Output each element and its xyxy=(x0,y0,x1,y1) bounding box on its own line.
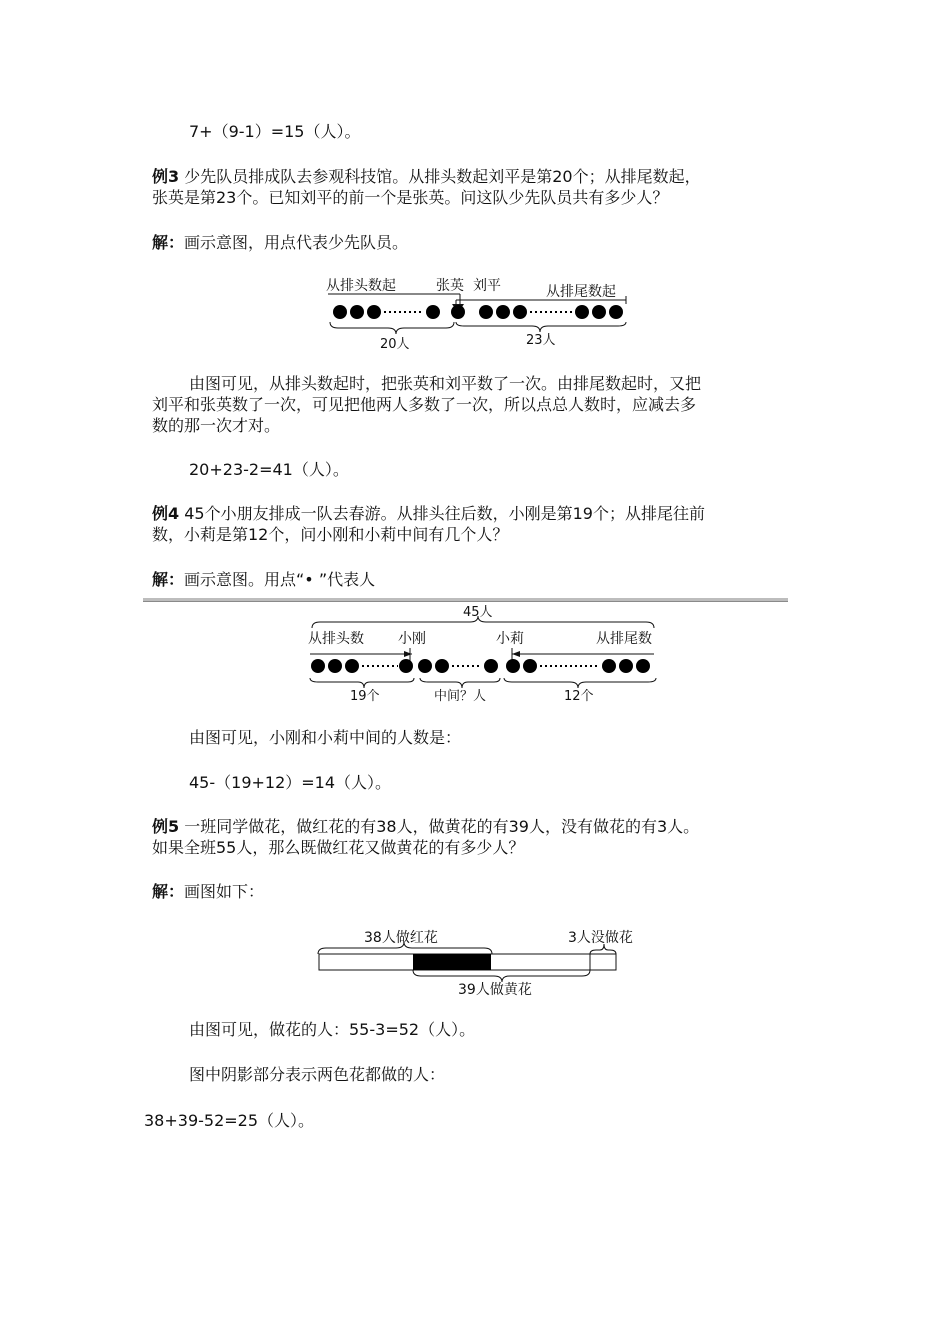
fig2-middle-brace xyxy=(420,678,500,688)
fig2-head-arrowhead xyxy=(404,651,412,657)
solution-4-text: 画示意图。用点“• ”代表人 xyxy=(184,570,376,589)
example-4-text-1: 45个小朋友排成一队去春游。从排头往后数，小刚是第19个；从排尾往前 xyxy=(184,504,705,523)
fig1-liu-label: 刘平 xyxy=(473,278,501,294)
fig3-yellow-brace xyxy=(413,970,590,982)
fig1-from-head-label: 从排头数起 xyxy=(326,278,396,294)
fig1-head-brace xyxy=(330,322,454,334)
fig3-overlap-shaded xyxy=(413,954,491,970)
fig1-zhang-label: 张英 xyxy=(436,278,464,294)
calc-line-5: 38+39-52=25（人）。 xyxy=(144,1111,315,1130)
example-3-line-1 xyxy=(152,166,701,188)
solution-tag: 解： xyxy=(152,233,185,252)
solution-5 xyxy=(152,881,264,903)
example-4-line-1 xyxy=(152,503,705,525)
solution-3-text: 画示意图，用点代表少先队员。 xyxy=(184,233,409,252)
example-3-tag: 例3 xyxy=(152,167,180,186)
fig2-xiaogang-label: 小刚 xyxy=(398,631,426,647)
figure-2-diagram xyxy=(300,602,666,706)
calc-line-4: 45-（19+12）=14（人）。 xyxy=(189,773,392,792)
fig1-count-tail: 23人 xyxy=(526,333,556,348)
fig2-middle-label: 中间？人 xyxy=(434,689,487,704)
fig3-red-label: 38人做红花 xyxy=(364,930,438,946)
example-4-text-2: 数，小莉是第12个，问小刚和小莉中间有几个人？ xyxy=(152,525,509,544)
example-4-tag: 例4 xyxy=(152,504,180,523)
solution-5-text: 画图如下： xyxy=(184,882,265,901)
fig2-tail-brace xyxy=(504,678,656,688)
explanation-5-text-2: 图中阴影部分表示两色花都做的人： xyxy=(189,1065,446,1084)
fig3-none-label: 3人没做花 xyxy=(568,930,633,946)
figure-1-diagram xyxy=(318,270,638,354)
fig1-count-head: 20人 xyxy=(380,337,410,352)
explanation-4-text: 由图可见，小刚和小莉中间的人数是： xyxy=(189,728,462,747)
fig2-count-head: 19个 xyxy=(350,689,380,704)
fig2-total-label: 45人 xyxy=(463,605,493,620)
explanation-3-text-2: 刘平和张英数了一次，可见把他两人多数了一次，所以点总人数时，应减去多 xyxy=(152,395,697,414)
fig1-from-tail-label: 从排尾数起 xyxy=(546,284,616,300)
fig2-count-tail: 12个 xyxy=(564,689,594,704)
solution-tag-5: 解： xyxy=(152,882,185,901)
fig1-tail-brace xyxy=(456,322,626,332)
example-5-line-1 xyxy=(152,816,699,838)
example-5-text-1: 一班同学做花，做红花的有38人，做黄花的有39人，没有做花的有3人。 xyxy=(184,817,700,836)
calc-line-3: 20+23-2=41（人）。 xyxy=(189,460,349,479)
example-5-text-2: 如果全班55人，那么既做红花又做黄花的有多少人？ xyxy=(152,838,525,857)
figure-3-diagram xyxy=(310,924,656,1000)
calc-line-1: 7+（9-1）=15（人）。 xyxy=(189,122,361,141)
solution-3 xyxy=(152,232,408,254)
explanation-5-text-1: 由图可见，做花的人：55-3=52（人）。 xyxy=(189,1020,476,1039)
example-5-tag: 例5 xyxy=(152,817,180,836)
fig1-dots xyxy=(333,305,623,319)
fig2-tail-arrowhead xyxy=(512,651,520,657)
solution-tag-4: 解： xyxy=(152,570,185,589)
solution-4 xyxy=(152,569,375,591)
fig3-yellow-label: 39人做黄花 xyxy=(458,982,532,998)
explanation-3-text-3: 数的那一次才对。 xyxy=(152,416,281,435)
fig2-dots xyxy=(311,659,650,673)
example-3-text-2: 张英是第23个。已知刘平的前一个是张英。问这队少先队员共有多少人？ xyxy=(152,188,669,207)
explanation-3-text-1: 由图可见，从排头数起时，把张英和刘平数了一次。由排尾数起时，又把 xyxy=(189,374,702,393)
fig2-from-tail-label: 从排尾数 xyxy=(596,631,652,647)
fig3-none-bar xyxy=(590,954,616,970)
fig2-from-head-label: 从排头数 xyxy=(308,631,364,647)
example-3-text-1: 少先队员排成队去参观科技馆。从排头数起刘平是第20个；从排尾数起， xyxy=(184,167,701,186)
fig2-head-brace xyxy=(310,678,414,688)
fig2-xiaoli-label: 小莉 xyxy=(496,631,524,647)
